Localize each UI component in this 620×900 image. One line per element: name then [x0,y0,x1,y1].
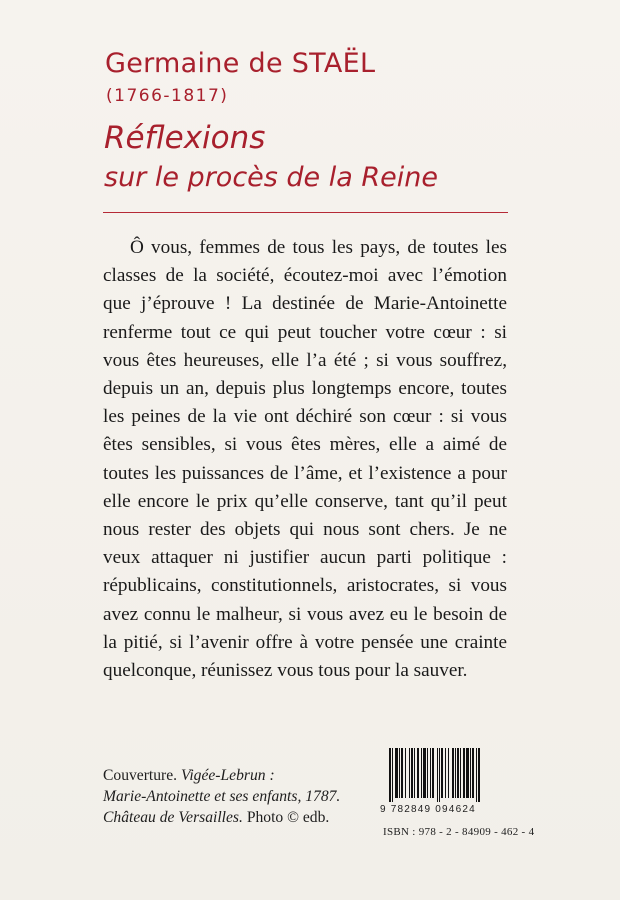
credits-artwork: Marie-Antoinette et ses enfants, 1787. [103,788,341,805]
credits-painter: Vigée-Lebrun : [180,767,275,784]
barcode-bar [463,748,465,798]
credits-location: Château de Versailles. [103,809,243,826]
title-divider [103,212,508,213]
book-subtitle: sur le procès de la Reine [104,162,438,193]
barcode-bar [392,748,393,802]
barcode-bar [455,748,456,798]
barcode-bar [430,748,431,798]
barcode-bar [472,748,474,798]
cover-credits [103,765,340,828]
barcode-bar [448,748,449,798]
barcode-bar [399,748,400,798]
barcode-bar [417,748,419,798]
isbn-number: ISBN : 978 - 2 - 84909 - 462 - 4 [383,826,535,838]
barcode-bar [427,748,428,798]
barcode-bar [445,748,446,798]
credits-photo: Photo © edb. [246,809,330,826]
credits-label: Couverture. [103,767,178,784]
barcode-bar [421,748,422,798]
barcode-bar [466,748,469,798]
barcode-digits: 9 782849 094624 [380,804,476,815]
barcode-bar [414,748,415,798]
blurb-paragraph: Ô vous, femmes de tous les pays, de toutes les classes de la société, écoutez-moi avec l’émotion que j’éprouve ! La destinée de Marie-Antoinette renferme tout ce qui peut toucher votre cœur : si vous êtes heureuses, elle l’a été ; si vous souffrez, depuis un an, depuis plus longtemps encore, toutes les peines de la vie ont déchiré son cœur : si vous êtes sensibles, si vous êtes mères, elle a aimé de toutes les puissances de l’âme, et l’existence a pour elle encore le prix qu’elle conserve, tant qu’il peut nous rester des objets qui nous sont chers. Je ne veux attaquer ni justifier aucun parti politique : républicains, constitutionnels, aristocrates, si vous avez connu le malheur, si vous avez eu le besoin de la pitié, si l’avenir offre à votre pensée une crainte quelconque, réunissez vous tous pour la sauver. [103,237,507,682]
barcode-graphic [386,748,516,802]
barcode-bar [452,748,454,798]
barcode-bar [439,748,440,802]
barcode-bar [460,748,461,798]
barcode-bar [401,748,403,798]
barcode-bar [432,748,434,798]
barcode-bar [441,748,443,798]
author-dates: (1766-1817) [106,86,229,106]
credits-line-2 [103,786,340,807]
book-title: Réflexions [104,120,266,156]
barcode-bar [389,748,391,802]
barcode-bars [386,748,516,802]
barcode-bar [411,748,413,798]
barcode-bar [478,748,480,802]
barcode-bar [476,748,477,802]
barcode-bar [409,748,410,798]
barcode-bar [423,748,426,798]
barcode-bar [405,748,406,798]
barcode-bar [457,748,459,798]
author-name: Germaine de STAËL [105,48,376,79]
barcode-bar [470,748,471,798]
credits-line-3 [103,807,340,828]
barcode-bar [437,748,438,802]
barcode-bar [395,748,398,798]
credits-line-1 [103,765,340,786]
